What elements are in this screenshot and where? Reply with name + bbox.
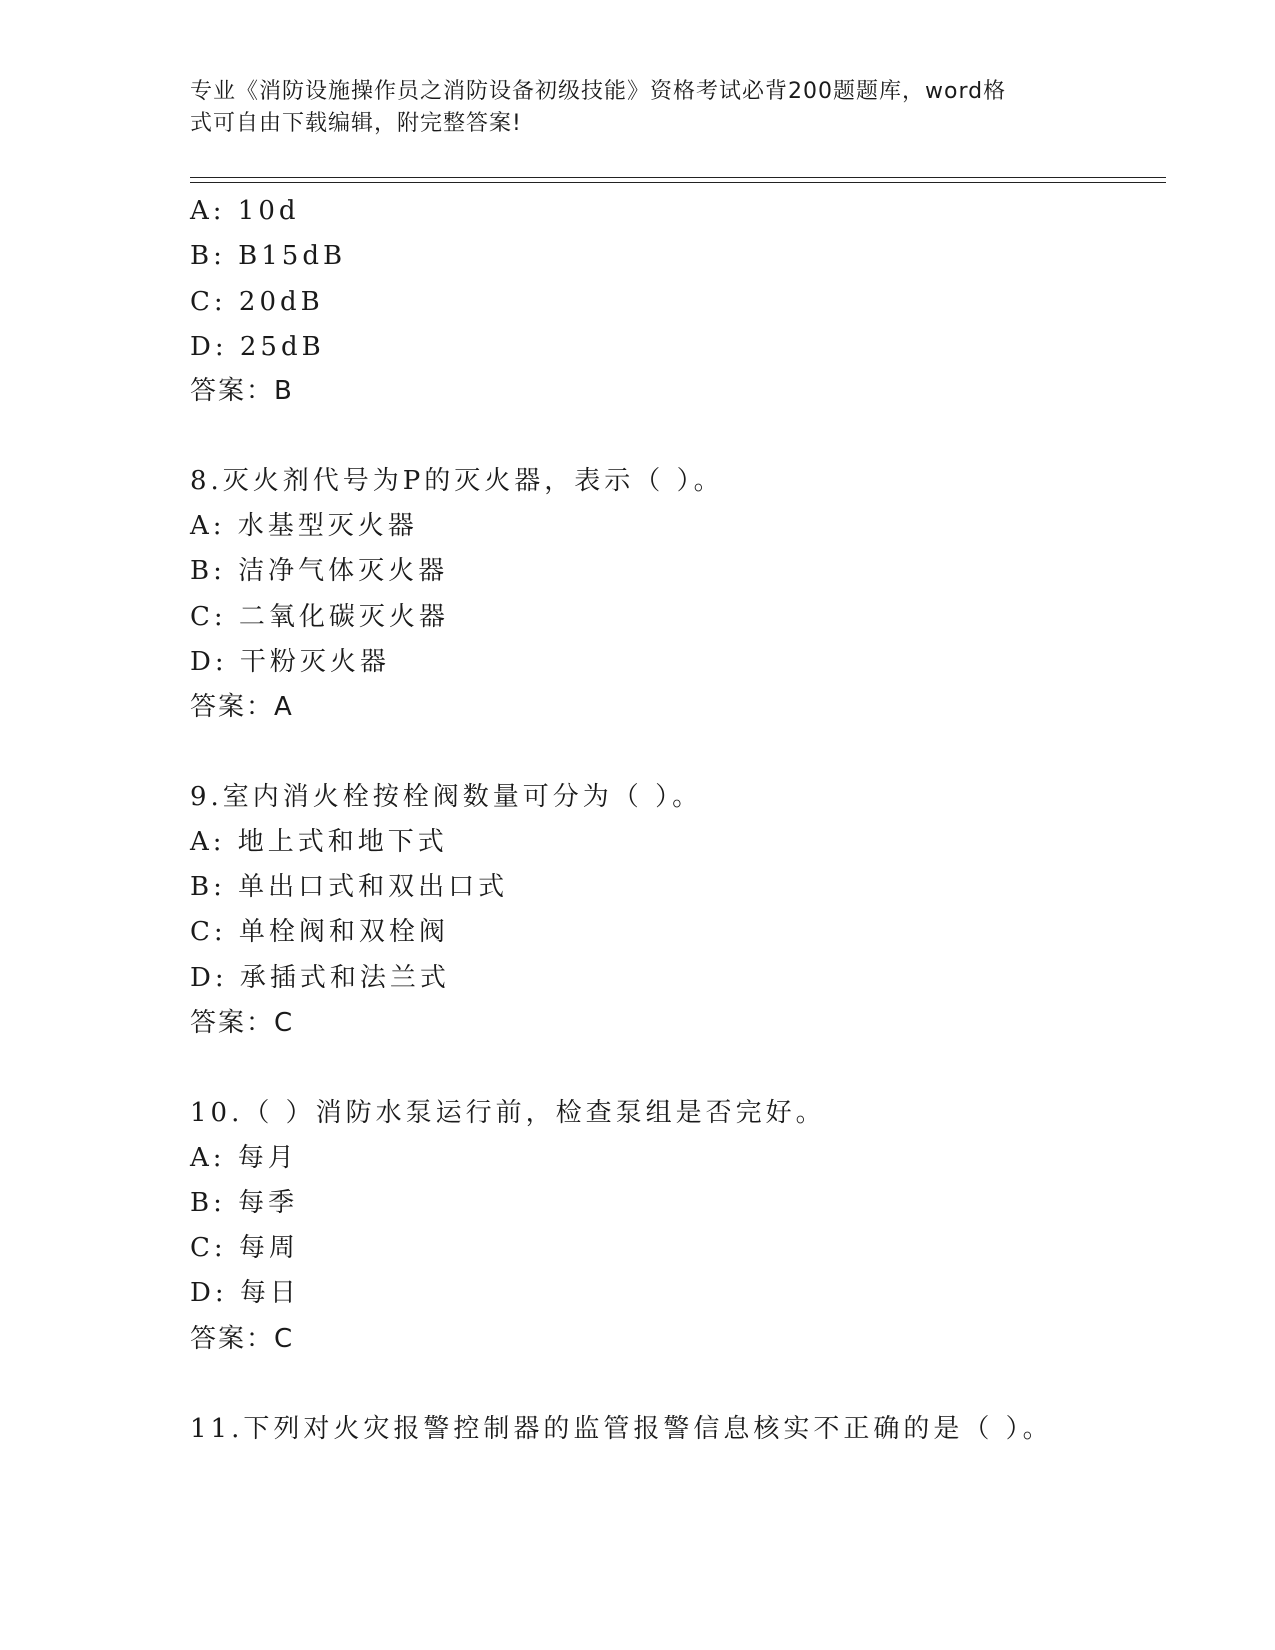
header-line-1: 专业《消防设施操作员之消防设备初级技能》资格考试必背200题题库，word格	[190, 79, 1007, 104]
q10-option-a: A: 每月	[190, 1143, 298, 1173]
q11-question: 11.下列对火灾报警控制器的监管报警信息核实不正确的是（ ）。	[190, 1414, 1053, 1444]
header-divider-bottom	[190, 182, 1166, 183]
q8-option-c: C: 二氧化碳灭火器	[190, 602, 449, 632]
q9-option-c: C: 单栓阀和双栓阀	[190, 917, 449, 947]
q9-option-d: D: 承插式和法兰式	[190, 963, 450, 993]
q7-option-c: C: 20dB	[190, 287, 324, 317]
q7-option-a: A: 10d	[190, 196, 300, 226]
q7-option-b: B: B15dB	[190, 241, 347, 271]
q7-answer: 答案：B	[190, 376, 294, 406]
q8-question: 8.灭火剂代号为P的灭火器，表示（ ）。	[190, 466, 724, 496]
q8-answer: 答案：A	[190, 692, 294, 722]
header-line-2: 式可自由下载编辑，附完整答案!	[190, 111, 522, 136]
q8-option-a: A: 水基型灭火器	[190, 511, 418, 541]
q8-option-d: D: 干粉灭火器	[190, 647, 390, 677]
q9-option-b: B: 单出口式和双出口式	[190, 872, 509, 902]
q7-option-d: D: 25dB	[190, 332, 325, 362]
q10-question: 10.（ ）消防水泵运行前，检查泵组是否完好。	[190, 1098, 826, 1128]
q9-option-a: A: 地上式和地下式	[190, 827, 448, 857]
header-divider-top	[190, 177, 1166, 178]
q9-answer: 答案：C	[190, 1008, 295, 1038]
q10-option-b: B: 每季	[190, 1188, 299, 1218]
q9-question: 9.室内消火栓按栓阀数量可分为（ ）。	[190, 782, 703, 812]
q10-option-d: D: 每日	[190, 1278, 300, 1308]
q8-option-b: B: 洁净气体灭火器	[190, 556, 449, 586]
document-header	[190, 76, 1090, 140]
q10-answer: 答案：C	[190, 1324, 295, 1354]
q10-option-c: C: 每周	[190, 1233, 299, 1263]
